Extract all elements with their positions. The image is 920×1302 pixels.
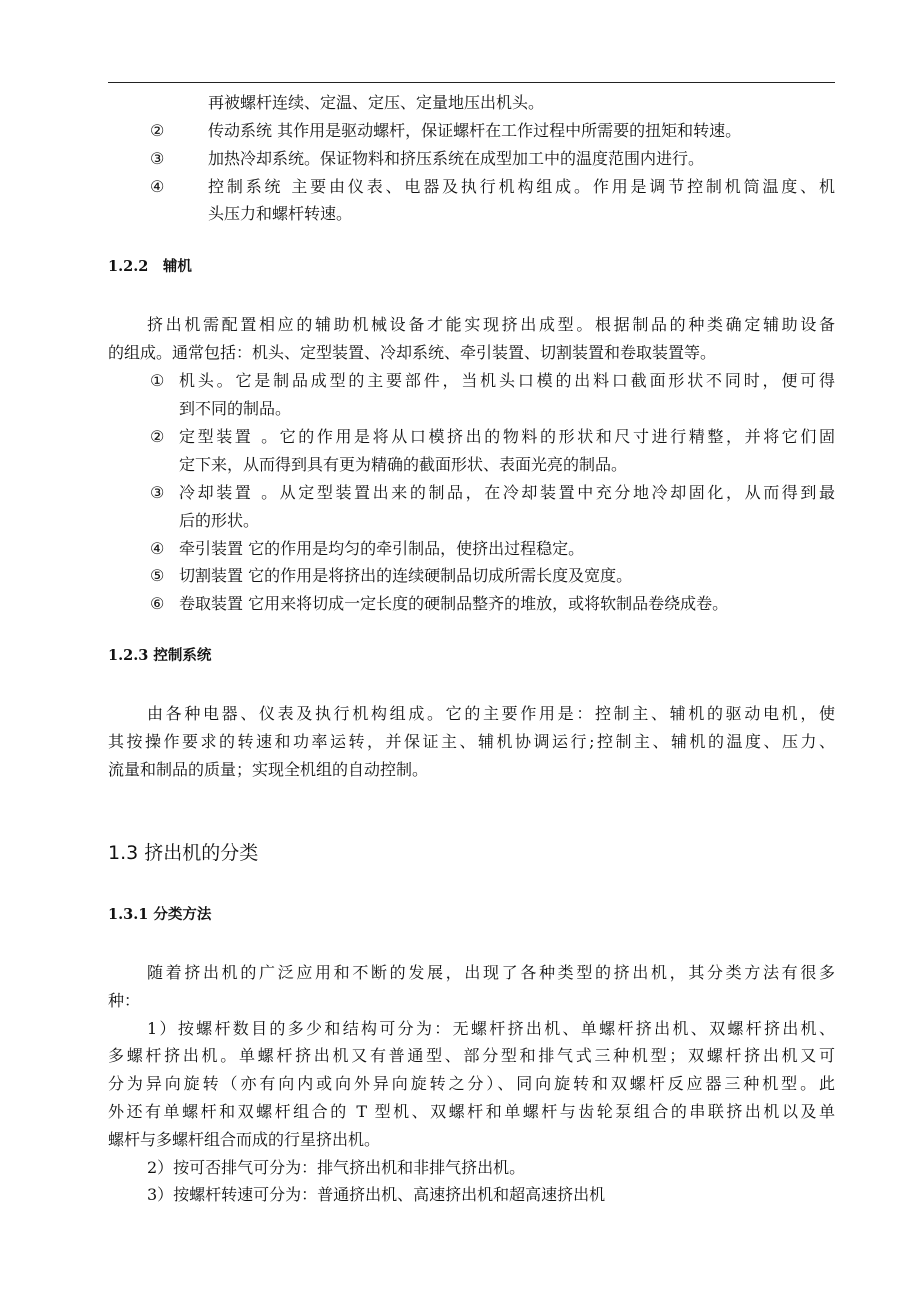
list-item-text: 定型装置 。它的作用是将从口模挤出的物料的形状和尺寸进行精整，并将它们固 — [179, 427, 835, 446]
paragraph-line: 多螺杆挤出机。单螺杆挤出机又有普通型、部分型和排气式三种机型；双螺杆挤出机又可 — [108, 1046, 835, 1065]
list-item-text-cont: 到不同的制品。 — [179, 399, 292, 418]
section-heading-1-3-1: 1.3.1 分类方法 — [108, 906, 212, 923]
list-number: ③ — [150, 483, 165, 502]
list-item-text: 加热冷却系统。保证物料和挤压系统在成型加工中的温度范围内进行。 — [208, 149, 705, 168]
list-item-text: 卷取装置 它用来将切成一定长度的硬制品整齐的堆放，或将软制品卷绕成卷。 — [179, 594, 729, 613]
section-heading-1-2-2: 1.2.2 辅机 — [108, 258, 192, 275]
continued-text: 再被螺杆连续、定温、定压、定量地压出机头。 — [208, 93, 545, 112]
paragraph-line: 1）按螺杆数目的多少和结构可分为：无螺杆挤出机、单螺杆挤出机、双螺杆挤出机、 — [147, 1019, 835, 1038]
list-number: ④ — [150, 177, 165, 196]
paragraph-line: 其按操作要求的转速和功率运转，并保证主、辅机协调运行;控制主、辅机的温度、压力、 — [108, 732, 835, 751]
list-item-text: 控制系统 主要由仪表、电器及执行机构组成。作用是调节控制机筒温度、机 — [208, 177, 835, 196]
paragraph-line: 的组成。通常包括：机头、定型装置、冷却系统、牵引装置、切割装置和卷取装置等。 — [108, 343, 717, 362]
paragraph-line: 由各种电器、仪表及执行机构组成。它的主要作用是：控制主、辅机的驱动电机，使 — [147, 704, 835, 723]
list-item-text-cont: 头压力和螺杆转速。 — [208, 204, 353, 223]
paragraph-line: 种： — [108, 991, 141, 1010]
list-item-text: 牵引装置 它的作用是均匀的牵引制品，使挤出过程稳定。 — [179, 539, 585, 558]
paragraph-line: 流量和制品的质量；实现全机组的自动控制。 — [108, 760, 429, 779]
list-item-text: 机头。它是制品成型的主要部件，当机头口模的出料口截面形状不同时，便可得 — [179, 371, 835, 390]
paragraph-line: 分为异向旋转（亦有向内或向外异向旋转之分）、同向旋转和双螺杆反应器三种机型。此 — [108, 1074, 835, 1093]
list-item-text: 传动系统 其作用是驱动螺杆，保证螺杆在工作过程中所需要的扭矩和转速。 — [208, 121, 742, 140]
paragraph-line: 2）按可否排气可分为：排气挤出机和非排气挤出机。 — [147, 1158, 526, 1177]
list-number: ④ — [150, 539, 165, 558]
list-item-text-cont: 后的形状。 — [179, 511, 260, 530]
list-number: ⑤ — [150, 566, 165, 585]
section-heading-1-2-3: 1.2.3 控制系统 — [108, 647, 212, 664]
header-rule — [108, 82, 835, 83]
list-item-text: 切割装置 它的作用是将挤出的连续硬制品切成所需长度及宽度。 — [179, 566, 633, 585]
section-heading-1-3: 1.3 挤出机的分类 — [108, 842, 259, 864]
paragraph-line: 挤出机需配置相应的辅助机械设备才能实现挤出成型。根据制品的种类确定辅助设备 — [147, 315, 835, 334]
list-item-text-cont: 定下来，从而得到具有更为精确的截面形状、表面光亮的制品。 — [179, 455, 628, 474]
list-number: ① — [150, 371, 165, 390]
list-item-text: 冷却装置 。从定型装置出来的制品，在冷却装置中充分地冷却固化，从而得到最 — [179, 483, 835, 502]
paragraph-line: 螺杆与多螺杆组合而成的行星挤出机。 — [108, 1130, 381, 1149]
paragraph-line: 随着挤出机的广泛应用和不断的发展，出现了各种类型的挤出机，其分类方法有很多 — [147, 963, 835, 982]
list-number: ② — [150, 121, 165, 140]
paragraph-line: 3）按螺杆转速可分为：普通挤出机、高速挤出机和超高速挤出机 — [147, 1185, 606, 1204]
paragraph-line: 外还有单螺杆和双螺杆组合的 T 型机、双螺杆和单螺杆与齿轮泵组合的串联挤出机以及单 — [108, 1102, 835, 1121]
list-number: ③ — [150, 149, 165, 168]
list-number: ⑥ — [150, 594, 165, 613]
list-number: ② — [150, 427, 165, 446]
